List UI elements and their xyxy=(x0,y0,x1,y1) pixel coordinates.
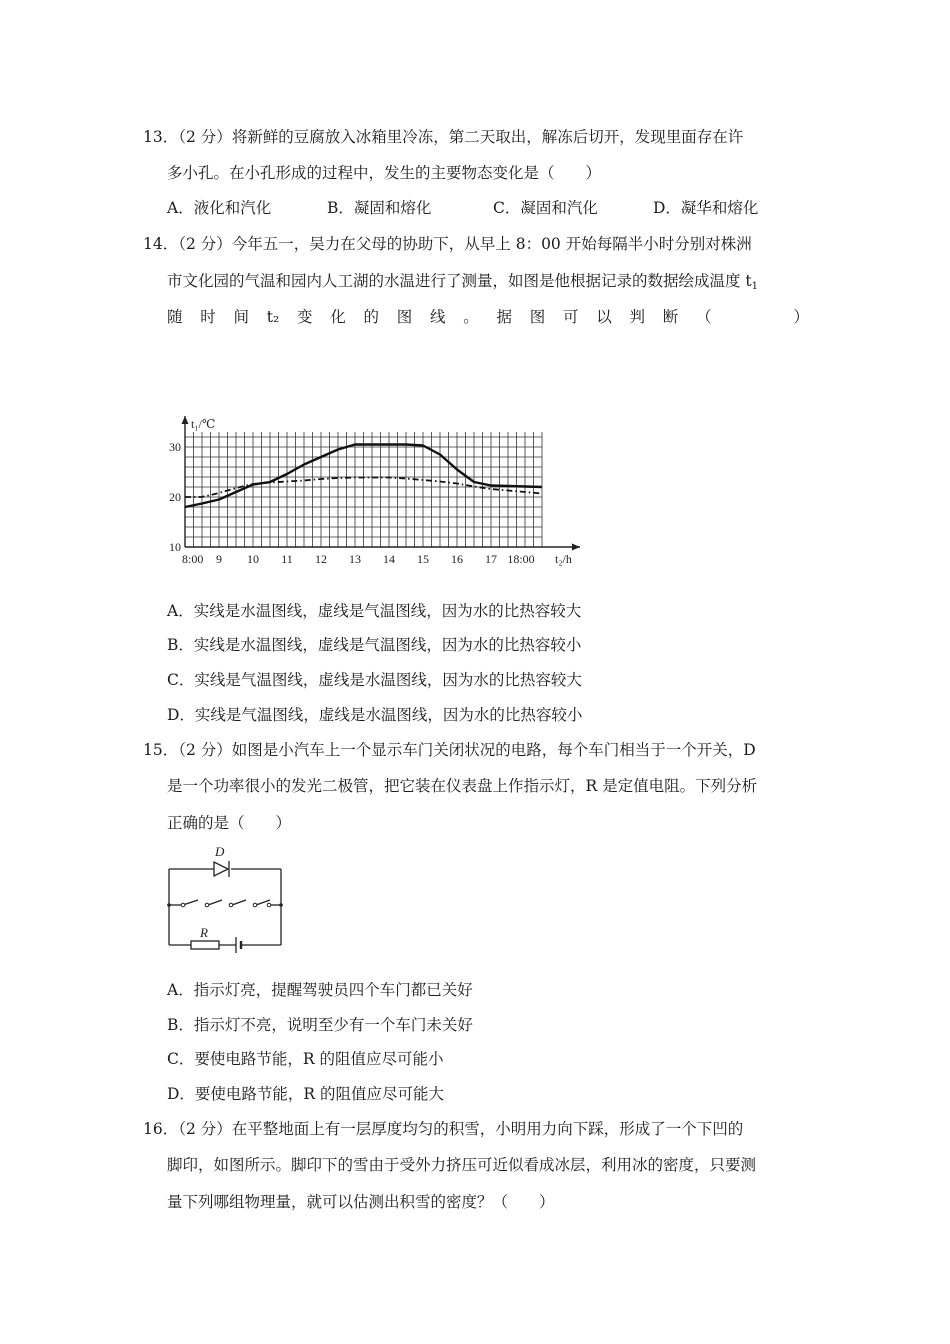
q14-stem-3-word: 判 xyxy=(629,308,645,326)
y-tick-label: 20 xyxy=(169,490,181,504)
q14-stem-2: 市文化园的气温和园内人工湖的水温进行了测量，如图是他根据记录的数据绘成温度 t xyxy=(167,272,752,290)
q15-option-c: C．要使电路节能，R 的阻值应尽可能小 xyxy=(167,1050,444,1068)
q13-score: （2 分） xyxy=(178,128,232,146)
q16-stem-1: 在平整地面上有一层厚度均匀的积雪，小明用力向下踩，形成了一个下凹的 xyxy=(231,1120,744,1138)
q15-option-b: B．指示灯不亮，说明至少有一个车门未关好 xyxy=(167,1016,473,1034)
y-axis-label: t₁/℃ xyxy=(191,417,216,431)
q13-option-a: A．液化和汽化 xyxy=(167,199,272,217)
q14-option-b: B．实线是水温图线，虚线是气温图线，因为水的比热容较小 xyxy=(167,636,582,654)
x-tick-label: 15 xyxy=(417,552,429,566)
q16-number: 16． xyxy=(143,1120,179,1138)
q14-stem-3-word: 图 xyxy=(396,308,413,326)
y-tick-label: 30 xyxy=(169,440,181,454)
x-tick-label: 8:00 xyxy=(182,552,204,566)
q14-stem-3-word: 线 xyxy=(429,308,446,326)
resistor-label: R xyxy=(200,925,208,940)
x-tick-label: 11 xyxy=(281,552,293,566)
q15-score: （2 分） xyxy=(178,741,232,759)
q16-score: （2 分） xyxy=(178,1120,232,1138)
q14-stem-3-word: （ xyxy=(695,308,712,326)
q14-stem-3-word: t₂ xyxy=(266,308,280,326)
x-tick-label: 10 xyxy=(247,552,259,566)
q14-stem-3-word: 时 xyxy=(200,308,216,326)
diode-label: D xyxy=(215,844,225,859)
temperature-chart xyxy=(140,410,600,580)
q15-option-a: A．指示灯亮，提醒驾驶员四个车门都已关好 xyxy=(167,981,473,999)
q13-option-d: D．凝华和熔化 xyxy=(653,199,759,217)
y-axis-arrow xyxy=(182,416,189,424)
q14-line-3 xyxy=(167,306,809,328)
q13-option-c: C．凝固和汽化 xyxy=(493,199,598,217)
q14-stem-3-word: 可 xyxy=(562,308,579,326)
q16-line-2: 脚印，如图所示。脚印下的雪由于受外力挤压可近似看成冰层，利用冰的密度，只要测 xyxy=(167,1156,757,1174)
q15-line-1 xyxy=(143,739,756,761)
circuit-diagram xyxy=(160,838,290,953)
q14-stem-3-word: ） xyxy=(793,308,809,326)
q13-line-2: 多小孔。在小孔形成的过程中，发生的主要物态变化是（ ） xyxy=(167,164,602,182)
x-tick-label: 16 xyxy=(451,552,463,566)
q13-option-b: B．凝固和熔化 xyxy=(327,199,432,217)
q13-stem-1: 将新鲜的豆腐放入冰箱里冷冻，第二天取出，解冻后切开，发现里面存在许 xyxy=(231,128,744,146)
q14-stem-3-word: 变 xyxy=(296,308,313,326)
q14-stem-3-word xyxy=(729,306,776,328)
q14-option-a: A．实线是水温图线，虚线是气温图线，因为水的比热容较大 xyxy=(167,602,582,620)
y-tick-label: 10 xyxy=(169,540,181,554)
q15-number: 15． xyxy=(143,741,179,759)
q16-line-3: 量下列哪组物理量，就可以估测出积雪的密度？（ ） xyxy=(167,1193,555,1211)
q13-number: 13． xyxy=(143,128,179,146)
q15-option-d: D．要使电路节能，R 的阻值应尽可能大 xyxy=(167,1085,445,1103)
q14-stem-1: 今年五一，吴力在父母的协助下，从早上 8：00 开始每隔半小时分别对株洲 xyxy=(231,235,752,253)
x-axis-label: t₂/h xyxy=(555,552,572,566)
q14-stem-3-word: 据 xyxy=(496,308,512,326)
q14-option-d: D．实线是气温图线，虚线是水温图线，因为水的比热容较小 xyxy=(167,706,583,724)
x-tick-label: 13 xyxy=(349,552,361,566)
q14-line-2 xyxy=(167,270,758,298)
x-axis-arrow xyxy=(572,544,580,551)
q13-options xyxy=(167,197,758,219)
q14-stem-3-word: 。 xyxy=(463,308,479,326)
q14-option-c: C．实线是气温图线，虚线是水温图线，因为水的比热容较大 xyxy=(167,671,582,689)
q14-number: 14． xyxy=(143,235,179,253)
q14-score: （2 分） xyxy=(178,235,232,253)
q15-line-2: 是一个功率很小的发光二极管，把它装在仪表盘上作指示灯，R 是定值电阻。下列分析 xyxy=(167,777,758,795)
q14-subscript-1: 1 xyxy=(751,281,759,292)
q14-line-1 xyxy=(143,233,752,255)
x-tick-label: 17 xyxy=(485,552,497,566)
q15-stem-1: 如图是小汽车上一个显示车门关闭状况的电路，每个车门相当于一个开关，D xyxy=(231,741,756,759)
q14-stem-3-word: 以 xyxy=(596,308,612,326)
q14-stem-3-word: 断 xyxy=(662,308,679,326)
x-tick-label: 18:00 xyxy=(507,552,535,566)
q14-stem-3-word: 的 xyxy=(363,308,379,326)
q13-line-1 xyxy=(143,126,743,148)
q14-stem-3-word: 间 xyxy=(233,308,250,326)
q14-stem-3-word: 随 xyxy=(167,308,183,326)
q15-line-3: 正确的是（ ） xyxy=(167,814,292,832)
x-tick-label: 12 xyxy=(315,552,327,566)
q14-stem-3-word: 图 xyxy=(529,308,546,326)
q14-stem-3-word: 化 xyxy=(330,308,346,326)
x-tick-label: 14 xyxy=(383,552,395,566)
q16-line-1 xyxy=(143,1118,743,1140)
x-tick-label: 9 xyxy=(216,552,222,566)
